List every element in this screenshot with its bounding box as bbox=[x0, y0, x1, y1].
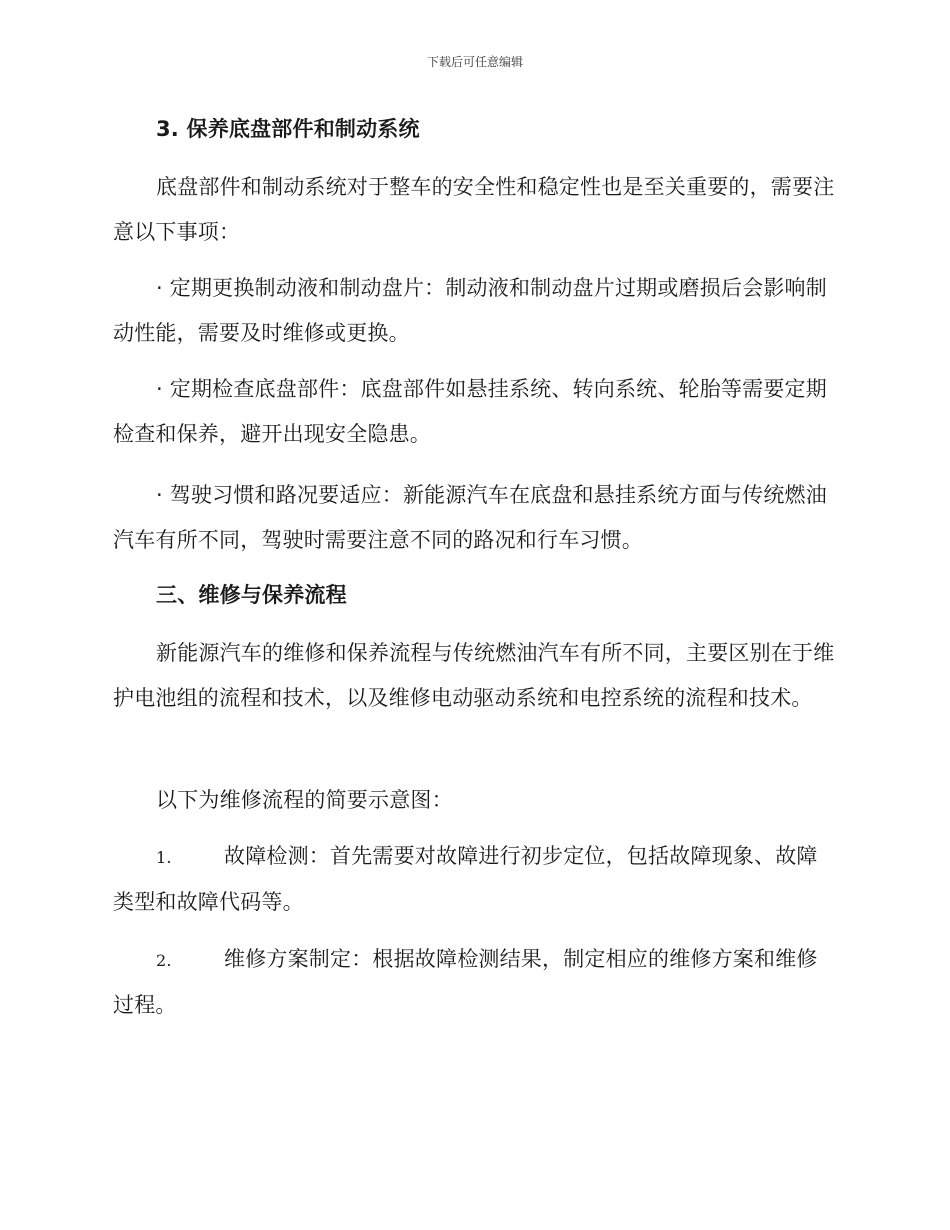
section-heading-3: 3. 保养底盘部件和制动系统 bbox=[156, 117, 420, 141]
list-item-step-2 bbox=[113, 937, 835, 1028]
section-heading-san: 三、维修与保养流程 bbox=[156, 583, 347, 607]
list-item-text: 维修方案制定：根据故障检测结果，制定相应的维修方案和维修过程。 bbox=[113, 947, 818, 1017]
list-item-step-1 bbox=[113, 834, 835, 925]
bullet-brake-fluid: · 定期更换制动液和制动盘片：制动液和制动盘片过期或磨损后会影响制动性能，需要及时维修或更换。 bbox=[113, 276, 827, 345]
page-header: 下载后可任意编辑 bbox=[426, 55, 523, 69]
paragraph-process: 新能源汽车的维修和保养流程与传统燃油汽车有所不同，主要区别在于维护电池组的流程和技术，以及维修电动驱动系统和电控系统的流程和技术。 bbox=[113, 641, 835, 710]
paragraph-diagram-intro: 以下为维修流程的简要示意图： bbox=[156, 788, 453, 812]
bullet-chassis-check: · 定期检查底盘部件：底盘部件如悬挂系统、转向系统、轮胎等需要定期检查和保养，避开出现安全隐患。 bbox=[113, 377, 827, 446]
bullet-driving-habits: · 驾驶习惯和路况要适应：新能源汽车在底盘和悬挂系统方面与传统燃油汽车有所不同，驾驶时需要注意不同的路况和行车习惯。 bbox=[113, 483, 827, 552]
paragraph-intro: 底盘部件和制动系统对于整车的安全性和稳定性也是至关重要的，需要注意以下事项： bbox=[113, 175, 835, 244]
list-number: 1. bbox=[156, 848, 172, 867]
list-item-text: 故障检测：首先需要对故障进行初步定位，包括故障现象、故障类型和故障代码等。 bbox=[113, 844, 818, 914]
list-number: 2. bbox=[156, 951, 172, 970]
